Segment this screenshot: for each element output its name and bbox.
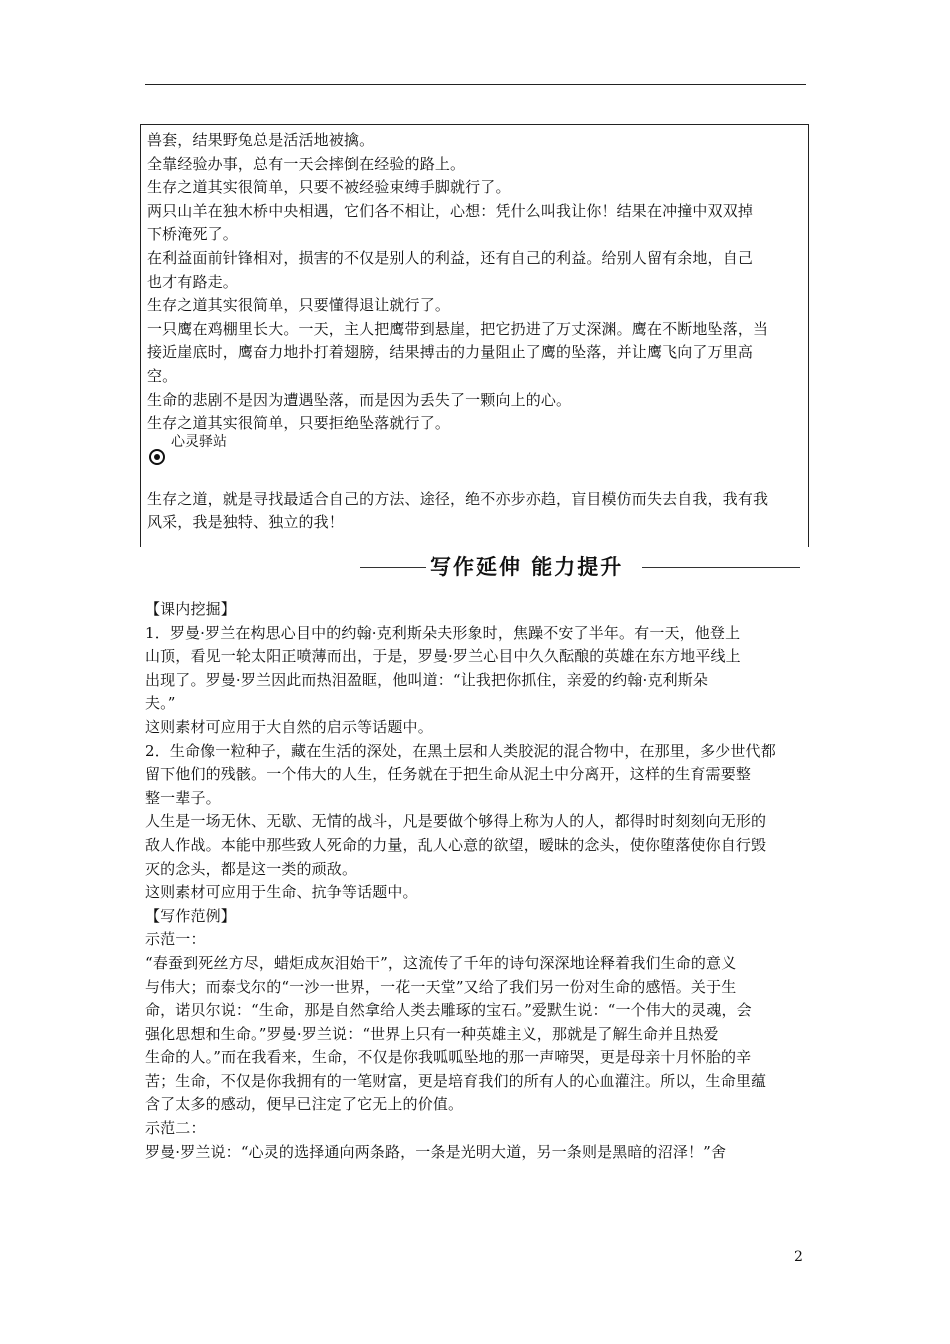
box-line: 生存之道其实很简单，只要懂得退让就行了。 <box>147 296 451 315</box>
body-line: 示范二： <box>145 1119 206 1138</box>
box-line: 在利益面前针锋相对，损害的不仅是别人的利益，还有自己的利益。给别人留有余地，自己 <box>147 248 754 267</box>
body-line: 含了太多的感动，便早已注定了它无上的价值。 <box>145 1095 464 1114</box>
body-line: “春蚕到死丝方尽，蜡炬成灰泪始干”，这流传了千年的诗句深深地诠释着我们生命的意义 <box>145 953 737 972</box>
quoted-passage-box <box>140 124 809 547</box>
body-line: 灭的念头，都是这一类的顽敌。 <box>145 859 358 878</box>
body-line: 夫。” <box>145 694 176 713</box>
section-header-rule-right <box>642 567 800 568</box>
body-line: 示范一： <box>145 930 206 949</box>
body-text <box>145 598 810 1164</box>
body-line: 苦；生命，不仅是你我拥有的一笔财富，更是培育我们的所有人的心血灌注。所以，生命里蕴 <box>145 1071 767 1090</box>
body-line: 强化思想和生命。”罗曼·罗兰说：“世界上只有一种英雄主义，那就是了解生命并且热爱 <box>145 1024 719 1043</box>
box-line: 全靠经验办事，总有一天会摔倒在经验的路上。 <box>147 154 466 173</box>
box-line: 兽套，结果野兔总是活活地被擒。 <box>147 131 375 149</box>
box-line: 接近崖底时，鹰奋力地扑打着翅膀，结果搏击的力量阻止了鹰的坠落，并让鹰飞向了万里高 <box>147 343 754 362</box>
target-bullet-icon <box>149 449 165 465</box>
body-line: 【课内挖掘】 <box>145 600 236 618</box>
body-line: 命，诺贝尔说：“生命，那是自然拿给人类去雕琢的宝石。”爱默生说：“一个伟大的灵魂，会 <box>145 1001 752 1020</box>
box-line: 生命的悲剧不是因为遭遇坠落，而是因为丢失了一颗向上的心。 <box>147 390 572 409</box>
header-rule <box>145 84 806 85</box>
body-line: 生命的人。”而在我看来，生命，不仅是你我呱呱坠地的那一声啼哭，更是母亲十月怀胎的辛 <box>145 1048 752 1067</box>
body-line: 这则素材可应用于大自然的启示等话题中。 <box>145 717 433 736</box>
heart-station-heading <box>147 433 803 488</box>
body-line: 这则素材可应用于生命、抗争等话题中。 <box>145 883 418 902</box>
box-line: 生存之道其实很简单，只要不被经验束缚手脚就行了。 <box>147 178 511 197</box>
section-header-rule-left <box>360 567 426 568</box>
body-line: 罗曼·罗兰说：“心灵的选择通向两条路，一条是光明大道，另一条则是黑暗的沼泽！”舍 <box>145 1142 727 1161</box>
body-line: 1．罗曼·罗兰在构思心目中的约翰·克利斯朵夫形象时，焦躁不安了半年。有一天，他登上 <box>145 623 741 642</box>
section-header <box>360 550 800 586</box>
box-line: 生存之道其实很简单，只要拒绝坠落就行了。 <box>147 414 451 433</box>
box-line: 空。 <box>147 366 178 385</box>
body-line: 2．生命像一粒种子，藏在生活的深处，在黑土层和人类胶泥的混合物中，在那里，多少世代都 <box>145 741 776 760</box>
box-line: 下桥淹死了。 <box>147 225 238 244</box>
body-line: 敌人作战。本能中那些致人死命的力量，乱人心意的欲望，暧昧的念头，使你堕落使你自行毁 <box>145 835 767 854</box>
body-line: 与伟大；而泰戈尔的“一沙一世界，一花一天堂”又给了我们另一份对生命的感悟。关于生 <box>145 977 737 996</box>
heart-station-label: 心灵驿站 <box>171 433 227 450</box>
body-line: 人生是一场无休、无歇、无情的战斗，凡是要做个够得上称为人的人，都得时时刻刻向无形的 <box>145 812 767 831</box>
box-line: 一只鹰在鸡棚里长大。一天，主人把鹰带到悬崖，把它扔进了万丈深渊。鹰在不断地坠落，当 <box>147 319 769 338</box>
box-line: 也才有路走。 <box>147 272 238 291</box>
section-title: 写作延伸 能力提升 <box>430 555 624 579</box>
body-line: 整一辈子。 <box>145 788 221 807</box>
body-line: 出现了。罗曼·罗兰因此而热泪盈眶，他叫道：“让我把你抓住，亲爱的约翰·克利斯朵 <box>145 670 709 689</box>
station-line: 生存之道，就是寻找最适合自己的方法、途径，绝不亦步亦趋，盲目模仿而失去自我，我有我 <box>147 489 769 508</box>
box-line: 两只山羊在独木桥中央相遇，它们各不相让，心想：凭什么叫我让你！结果在冲撞中双双掉 <box>147 201 754 220</box>
station-line: 风采，我是独特、独立的我！ <box>147 513 344 532</box>
body-line: 山顶，看见一轮太阳正喷薄而出，于是，罗曼·罗兰心目中久久酝酿的英雄在东方地平线上 <box>145 647 741 666</box>
body-line: 【写作范例】 <box>145 906 236 925</box>
body-line: 留下他们的残骸。一个伟大的人生，任务就在于把生命从泥土中分离开，这样的生育需要整 <box>145 765 752 784</box>
page-number: 2 <box>794 1249 803 1265</box>
quoted-passage-content <box>147 129 803 535</box>
